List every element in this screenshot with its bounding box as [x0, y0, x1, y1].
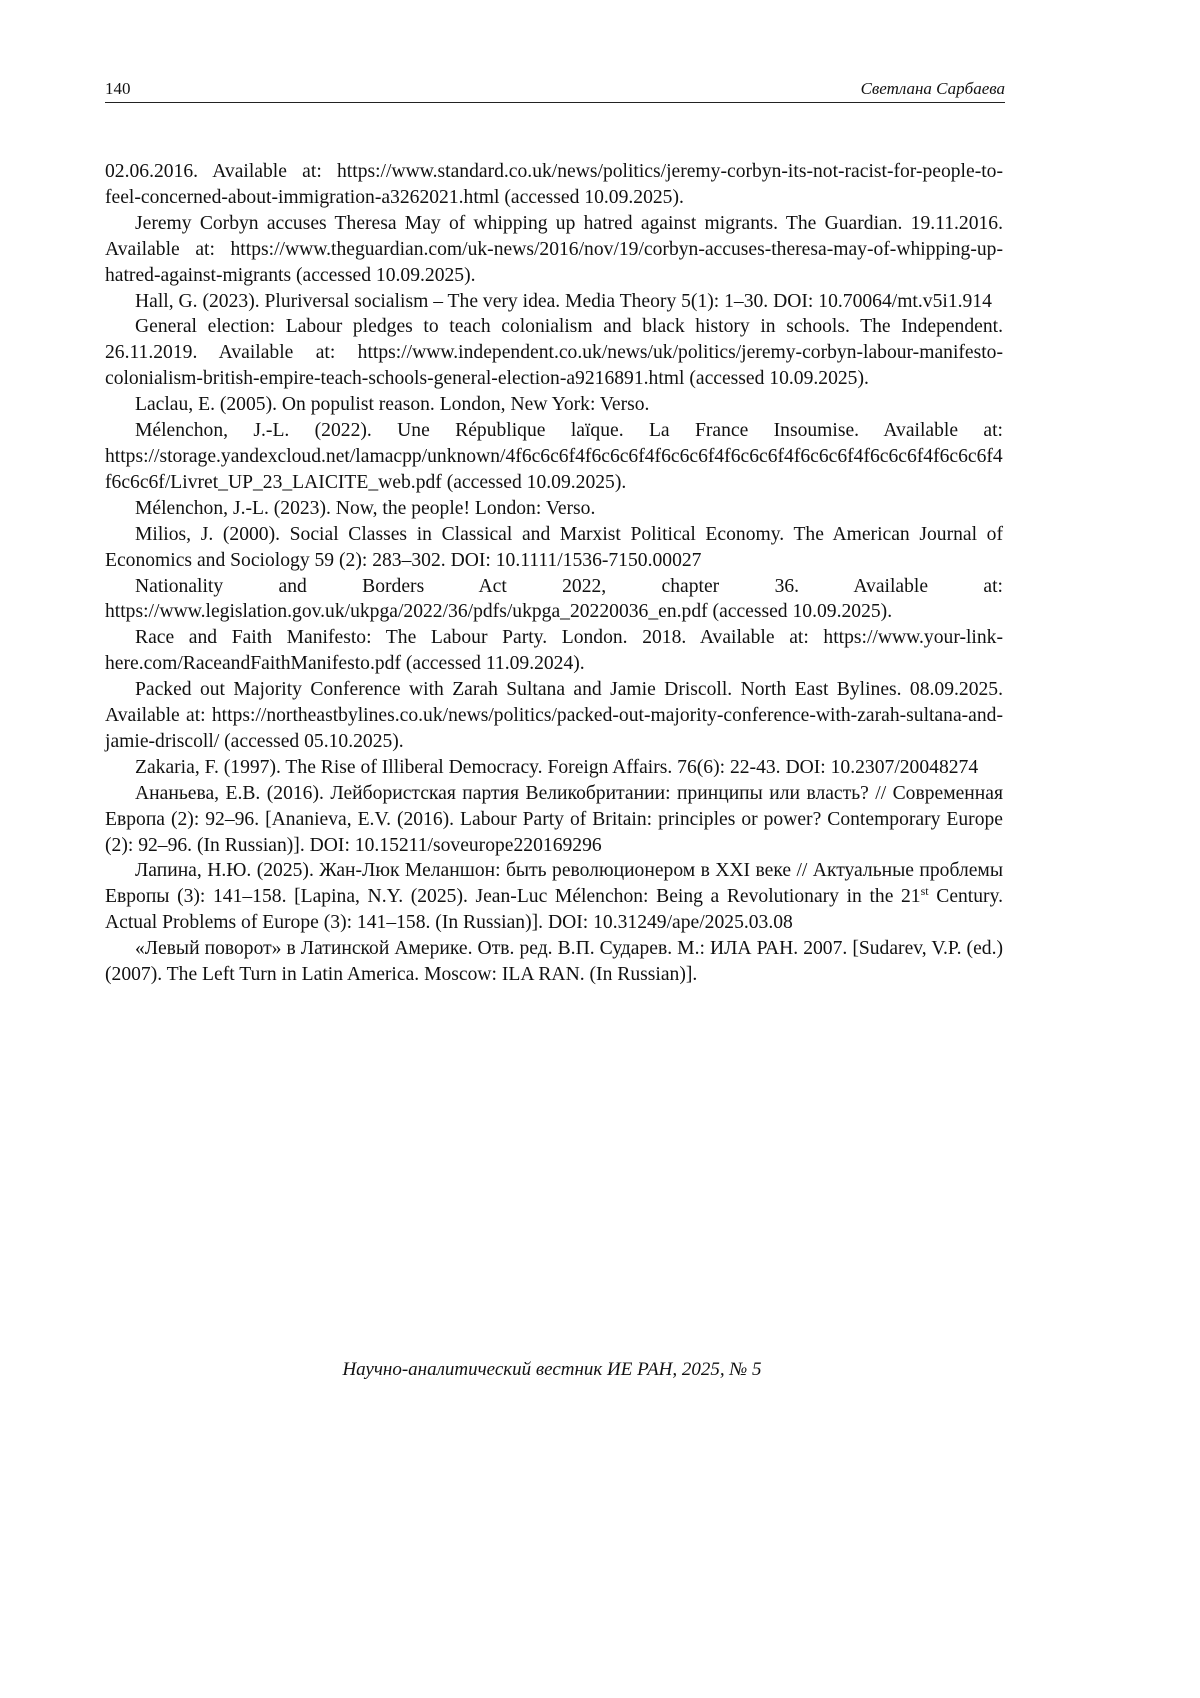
reference-entry: 02.06.2016. Available at: https://www.standard.co.uk/news/politics/jeremy-corbyn-its-not-racist-for-people-to-feel-concerned-about-immigration-a3262021.html (accessed 10.09.2025).: [105, 161, 1003, 208]
reference-entry: Packed out Majority Conference with Zarah Sultana and Jamie Driscoll. North East Bylines. 08.09.2025. Available at: https://northeastbylines.co.uk/news/politics/packed-out-majority-conference-with-zarah-sultana-and-jamie-driscoll/ (accessed 05.10.2025).: [105, 679, 1003, 752]
reference-entry: General election: Labour pledges to teach colonialism and black history in schools. The Independent. 26.11.2019. Available at: https://www.independent.co.uk/news/uk/politics/jeremy-corbyn-labour-manifesto-colonialism-british-empire-teach-schools-general-election-a9216891.html (accessed 10.09.2025).: [105, 316, 1003, 390]
journal-footer: Научно-аналитический вестник ИЕ РАН, 2025, № 5: [342, 1359, 762, 1380]
superscript-ordinal: st: [920, 884, 929, 899]
reference-entry: Jeremy Corbyn accuses Theresa May of whipping up hatred against migrants. The Guardian. 19.11.2016. Available at: https://www.theguardian.com/uk-news/2016/nov/19/corbyn-accuses-theresa-may-of-whipping-up-hatred-against-migrants (accessed 10.09.2025).: [105, 212, 1003, 286]
reference-entry: Hall, G. (2023). Pluriversal socialism – The very idea. Media Theory 5(1): 1–30. DOI: 10.70064/mt.v5i1.914: [135, 290, 992, 312]
reference-entry: Mélenchon, J.-L. (2022). Une République laïque. La France Insoumise. Available at: https://storage.yandexcloud.net/lamacpp/unknown/4f6c6c6f4f6c6c6f4f6c6c6f4f6c6c6f4f6c6c6f4f6c6c6f4f6c6c6f4f6c6c6f/Livret_UP_23_LAICITE_web.pdf (accessed 10.09.2025).: [105, 420, 1003, 493]
reference-list: [105, 159, 1003, 988]
reference-entry: Ананьева, Е.В. (2016). Лейбористская партия Великобритании: принципы или власть? // Современная Европа (2): 92–96. [Ananieva, E.V. (2016). Labour Party of Britain: principles or power? Contemporary Europe (2): 92–96. (In Russian)]. DOI: 10.15211/soveurope220169296: [105, 782, 1003, 856]
page-number: 140: [105, 79, 131, 98]
reference-entry-lapina: [105, 858, 1003, 936]
reference-entry: Milios, J. (2000). Social Classes in Classical and Marxist Political Economy. The American Journal of Economics and Sociology 59 (2): 283–302. DOI: 10.1111/1536-7150.00027: [105, 523, 1003, 571]
reference-entry: Zakaria, F. (1997). The Rise of Illiberal Democracy. Foreign Affairs. 76(6): 22-43. DOI: 10.2307/20048274: [135, 756, 979, 778]
running-header-author: Светлана Сарбаева: [860, 79, 1005, 98]
reference-text: Century. Actual Problems of Europe (3): 141–158. (In Russian)]. DOI: 10.31249/ape/2025.03.08: [105, 886, 1003, 934]
running-header: [105, 78, 1005, 103]
reference-entry: Nationality and Borders Act 2022, chapter 36. Available at: https://www.legislation.gov.uk/ukpga/2022/36/pdfs/ukpga_20220036_en.pdf (accessed 10.09.2025).: [105, 575, 1003, 623]
reference-text: Лапина, Н.Ю. (2025). Жан-Люк Меланшон: быть революционером в XXI веке // Актуальные проблемы Европы (3): 141–158. [Lapina, N.Y. (2025). Jean-Luc Mélenchon: Being a Revolutionary in the 21: [105, 860, 1003, 908]
reference-entry: Race and Faith Manifesto: The Labour Party. London. 2018. Available at: https://www.your-link-here.com/RaceandFaithManifesto.pdf (accessed 11.09.2024).: [105, 627, 1003, 675]
reference-entry: «Левый поворот» в Латинской Америке. Отв. ред. В.П. Сударев. М.: ИЛА РАН. 2007. [Sudarev, V.P. (ed.) (2007). The Left Turn in Latin America. Moscow: ILA RAN. (In Russian)].: [105, 938, 1003, 986]
reference-entry: Mélenchon, J.-L. (2023). Now, the people! London: Verso.: [135, 497, 596, 519]
reference-entry: Laclau, E. (2005). On populist reason. London, New York: Verso.: [135, 394, 650, 416]
